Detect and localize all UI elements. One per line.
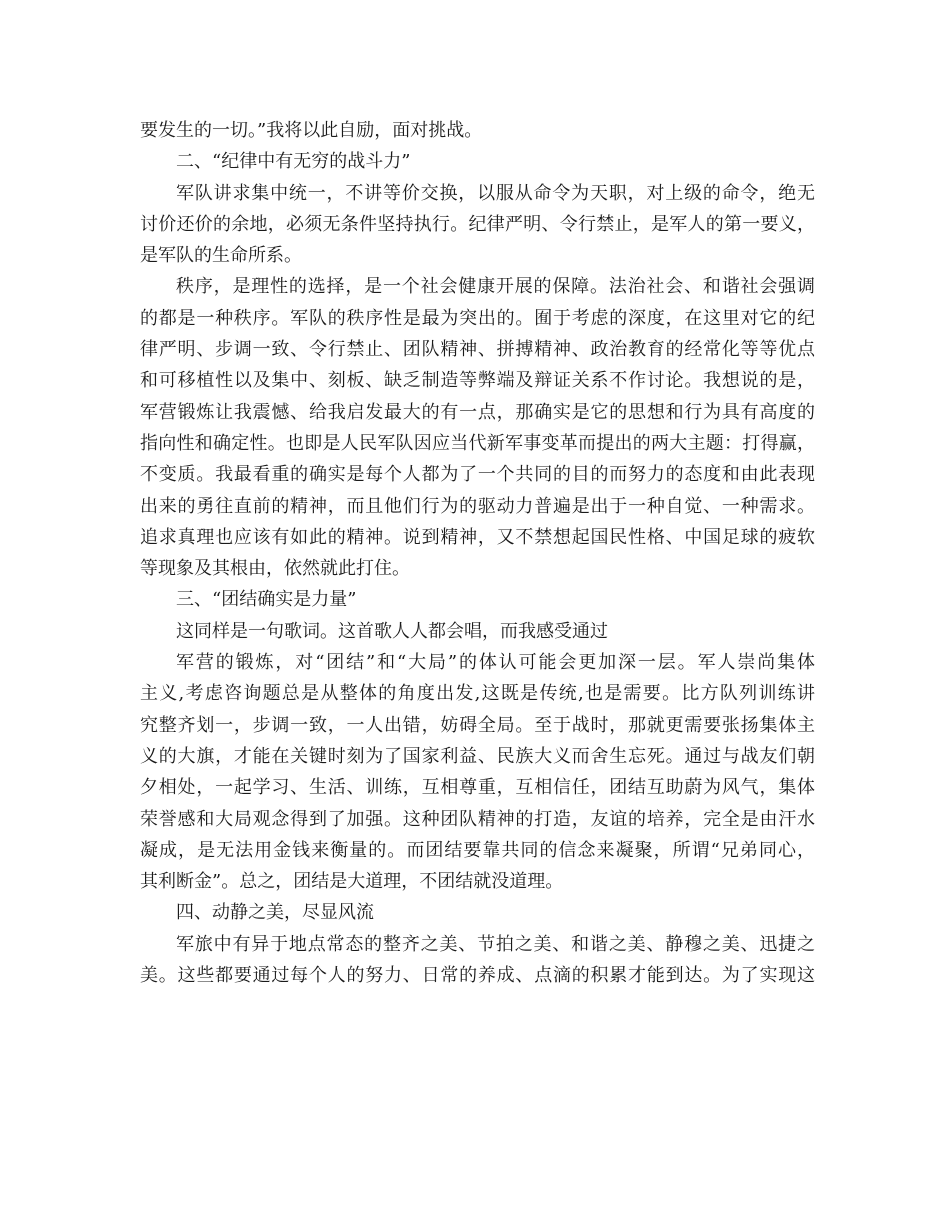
text-line: 这同样是一句歌词。这首歌人人都会唱，而我感受通过 <box>176 620 608 642</box>
text-line: 律严明、步调一致、令行禁止、团队精神、拼搏精神、政治教育的经常化等等优点 <box>140 339 815 361</box>
text-line: 义的大旗，才能在关键时刻为了国家利益、民族大义而舍生忘死。通过与战友们朝 <box>140 745 815 767</box>
text-line: 秩序，是理性的选择，是一个社会健康开展的保障。法治社会、和谐社会强调 <box>176 276 815 298</box>
text-line: 军营的锻炼，对“团结”和“大局”的体认可能会更加深一层。军人崇尚集体 <box>176 652 815 674</box>
text-line: 军营锻炼让我震憾、给我启发最大的有一点，那确实是它的思想和行为具有高度的 <box>140 401 815 423</box>
text-line: 出来的勇往直前的精神，而且他们行为的驱动力普遍是出于一种自觉、一种需求。 <box>140 495 815 517</box>
text-line: 荣誉感和大局观念得到了加强。这种团队精神的打造，友谊的培养，完全是由汗水 <box>140 808 815 830</box>
text-line: 其利断金”。总之，团结是大道理，不团结就没道理。 <box>140 871 564 893</box>
text-line: 等现象及其根由，依然就此打住。 <box>140 558 410 580</box>
text-line: 军队讲求集中统一，不讲等价交换，以服从命令为天职，对上级的命令，绝无 <box>176 182 815 204</box>
text-line: 不变质。我最看重的确实是每个人都为了一个共同的目的而努力的态度和由此表现 <box>140 464 815 486</box>
text-line: 追求真理也应该有如此的精神。说到精神，又不禁想起国民性格、中国足球的疲软 <box>140 526 815 548</box>
text-line: 夕相处，一起学习、生活、训练，互相尊重，互相信任，团结互助蔚为风气，集体 <box>140 777 815 799</box>
text-line: 指向性和确定性。也即是人民军队因应当代新军事变革而提出的两大主题：打得赢， <box>140 432 815 454</box>
text-line: 讨价还价的余地，必须无条件坚持执行。纪律严明、令行禁止，是军人的第一要义， <box>140 213 815 235</box>
text-line: 主义,考虑咨询题总是从整体的角度出发,这既是传统,也是需要。比方队列训练讲 <box>140 683 815 705</box>
text-line: 是军队的生命所系。 <box>140 245 302 267</box>
text-line: 二、“纪律中有无穷的战斗力” <box>176 151 411 173</box>
text-line: 究整齐划一，步调一致，一人出错，妨碍全局。至于战时，那就更需要张扬集体主 <box>140 714 815 736</box>
text-line: 军旅中有异于地点常态的整齐之美、节拍之美、和谐之美、静穆之美、迅捷之 <box>176 933 815 955</box>
document-body <box>140 115 815 991</box>
text-line: 和可移植性以及集中、刻板、缺乏制造等弊端及辩证关系不作讨论。我想说的是， <box>140 370 815 392</box>
text-line: 美。这些都要通过每个人的努力、日常的养成、点滴的积累才能到达。为了实现这 <box>140 965 815 987</box>
text-line: 的都是一种秩序。军队的秩序性是最为突出的。囿于考虑的深度，在这里对它的纪 <box>140 307 815 329</box>
text-line: 凝成，是无法用金钱来衡量的。而团结要靠共同的信念来凝聚，所谓“兄弟同心， <box>140 839 815 861</box>
text-line: 四、动静之美，尽显风流 <box>176 902 374 924</box>
text-line: 要发生的一切。”我将以此自励，面对挑战。 <box>140 120 483 141</box>
text-line: 三、“团结确实是力量” <box>176 589 357 611</box>
